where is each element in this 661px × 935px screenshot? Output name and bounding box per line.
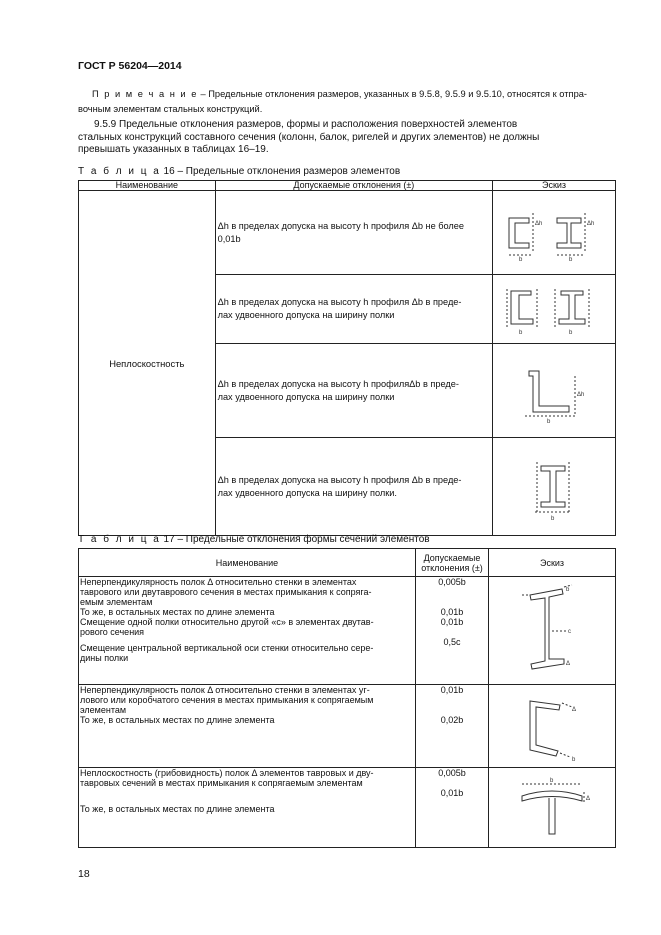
table17-group1-values: [416, 577, 489, 685]
name-line: лового или коробчатого сечения в местах примыкания к сопрягаемым: [80, 695, 374, 705]
table17-caption-label: Т а б л и ц а: [78, 534, 161, 545]
name-line: емым элементам: [80, 597, 153, 607]
name-line: То же, в остальных местах по длине элемента: [80, 715, 275, 725]
table16-sketch-1: [493, 191, 616, 275]
name-line: тавровых сечений в местах примыкания к сопрягаемым элементам: [80, 778, 363, 788]
dimension-lines: [560, 703, 572, 757]
value-line: 0,005b: [438, 577, 466, 587]
document-header: ГОСТ Р 56204—2014: [78, 60, 182, 72]
name-line: Смещение центральной вертикальной оси стенки относительно сере-: [80, 643, 374, 653]
name-line: Неплоскостность (грибовидность) полок Δ элементов тавровых и дву-: [80, 768, 374, 778]
table17-group3-values: [416, 768, 489, 848]
i-section-sketch: [499, 452, 609, 522]
value-line: 0,01b: [440, 617, 464, 627]
table17-header-name: Наименование: [79, 549, 416, 577]
table17-sketch-3: [489, 768, 616, 848]
table17-header-row: [79, 549, 616, 577]
dim-label: b: [569, 256, 573, 263]
note-text-line2: вочным элементам стальных конструкций.: [78, 104, 263, 114]
i-beam-profile-shape: [559, 291, 585, 324]
table16-sketch-4: [493, 438, 616, 536]
table16-header-row: [79, 181, 616, 191]
dim-label: b: [547, 418, 551, 425]
dim-label: b: [550, 777, 554, 784]
dim-label: Δ: [566, 660, 571, 667]
web-shape: [549, 798, 555, 834]
table-row: [79, 685, 616, 768]
deviation-line: 0,01b: [217, 233, 241, 244]
value-line: 0,5c: [443, 637, 461, 647]
table-row: [79, 577, 616, 685]
deviation-line: Δh в пределах допуска на высоту h профиля Δb в преде-: [217, 474, 462, 485]
dim-label: Δh: [587, 220, 595, 227]
curved-flange-shape: [522, 791, 582, 801]
table17-caption: [78, 534, 430, 545]
value-line: 0,01b: [440, 788, 464, 798]
dim-label: Δh: [535, 220, 543, 227]
dim-label: b: [519, 330, 523, 336]
paragraph-line2: стальных конструкций составного сечения (колонн, балок, ригелей и других элементов) не должны: [78, 131, 540, 143]
table-row: [79, 768, 616, 848]
deviation-line: лах удвоенного допуска на ширину полки: [217, 391, 395, 402]
table17-sketch-2: [489, 685, 616, 768]
table16-caption: [78, 166, 400, 177]
dim-label: c: [568, 628, 571, 635]
dim-label: b: [572, 757, 576, 763]
table-17: [78, 548, 616, 848]
table16-sketch-3: [493, 344, 616, 438]
dimension-lines: [535, 462, 571, 514]
page-number: 18: [78, 868, 90, 880]
table16-deviation-4: [215, 438, 492, 536]
deviation-line: Δh в пределах допуска на высоту h профиляΔb в преде-: [217, 378, 459, 389]
paragraph-9-5-9: [78, 119, 616, 157]
table17-caption-text: 17 – Предельные отклонения формы сечений элементов: [160, 534, 430, 545]
table17-header-sketch: Эскиз: [489, 549, 616, 577]
deviation-line: Δh в пределах допуска на высоту h профиля Δb в преде-: [217, 297, 462, 307]
name-line: То же, в остальных местах по длине элемента: [80, 804, 275, 814]
i-beam-profile-shape: [557, 218, 581, 248]
deviation-line: лах удвоенного допуска на ширину полки.: [217, 487, 397, 498]
table17-group2-name: [79, 685, 416, 768]
dim-label: Δ: [586, 795, 591, 802]
angle-skew-sketch: [502, 687, 602, 765]
value-line: 0,005b: [438, 768, 466, 778]
table17-header-deviation: Допускаемые отклонения (±): [416, 549, 489, 577]
table16-sketch-2: [493, 275, 616, 344]
mushroom-flange-sketch: [502, 772, 602, 844]
table16-header-name: Наименование: [79, 181, 216, 191]
paragraph-line1: 9.5.9 Предельные отклонения размеров, формы и расположения поверхностей элементов: [94, 119, 518, 130]
table17-group1-name: [79, 577, 416, 685]
table17-group3-name: [79, 768, 416, 848]
channel-sections-sketch: [499, 203, 609, 263]
note-text-line1: – Предельные отклонения размеров, указанных в 9.5.8, 9.5.9 и 9.5.10, относятся к отпра-: [197, 89, 588, 99]
name-line: таврового или двутаврового сечения в местах примыкания к сопряга-: [80, 587, 372, 597]
table16-deviation-3: [215, 344, 492, 438]
name-line: рового сечения: [80, 627, 145, 637]
value-line: 0,02b: [440, 715, 464, 725]
table16-header-deviation: Допускаемые отклонения (±): [215, 181, 492, 191]
i-beam-skew-sketch: [502, 581, 602, 681]
name-line: дины полки: [80, 653, 129, 663]
table16-name-cell: Неплоскостность: [79, 191, 216, 536]
table-16: [78, 180, 616, 536]
name-line: Смещение одной полки относительно другой «с» в элементах двутав-: [80, 617, 374, 627]
table16-caption-label: Т а б л и ц а: [78, 166, 161, 177]
skewed-i-beam-shape: [530, 589, 564, 669]
table16-header-sketch: Эскиз: [493, 181, 616, 191]
paragraph-line3: превышать указанных в таблицах 16–19.: [78, 144, 269, 155]
name-line: Неперпендикулярность полок Δ относительно стенки в элементах уг-: [80, 685, 370, 695]
name-line: элементам: [80, 705, 127, 715]
i-beam-profile-shape: [541, 466, 565, 507]
note-label: П р и м е ч а н и е: [92, 89, 198, 99]
dim-label: b: [569, 330, 573, 336]
table17-sketch-1: [489, 577, 616, 685]
deviation-line: Δh в пределах допуска на высоту h профиля Δb не более: [217, 220, 465, 231]
dim-label: b: [566, 586, 570, 593]
table17-group2-values: [416, 685, 489, 768]
dim-label: b: [519, 256, 523, 263]
angle-profile-shape: [529, 371, 569, 412]
dim-label: Δh: [577, 391, 585, 398]
sections-with-flange-deviation-sketch: [499, 281, 609, 337]
skewed-angle-shape: [530, 701, 560, 756]
dim-label: b: [551, 515, 555, 522]
dimension-lines: [509, 213, 585, 255]
table-row: [79, 191, 616, 275]
table16-deviation-2: [215, 275, 492, 344]
channel-profile-shape: [511, 291, 533, 324]
angle-section-sketch: [499, 356, 609, 426]
table16-deviation-1: [215, 191, 492, 275]
name-line: Неперпендикулярность полок Δ относительно стенки в элементах: [80, 577, 357, 587]
table16-caption-text: 16 – Предельные отклонения размеров элементов: [160, 166, 401, 177]
channel-profile-shape: [509, 218, 529, 248]
value-line: 0,01b: [440, 607, 464, 617]
value-line: 0,01b: [440, 685, 464, 695]
name-line: То же, в остальных местах по длине элемента: [80, 607, 275, 617]
note: [78, 87, 616, 117]
dim-label: Δ: [572, 707, 577, 713]
deviation-line: лах удвоенного допуска на ширину полки: [217, 310, 395, 320]
